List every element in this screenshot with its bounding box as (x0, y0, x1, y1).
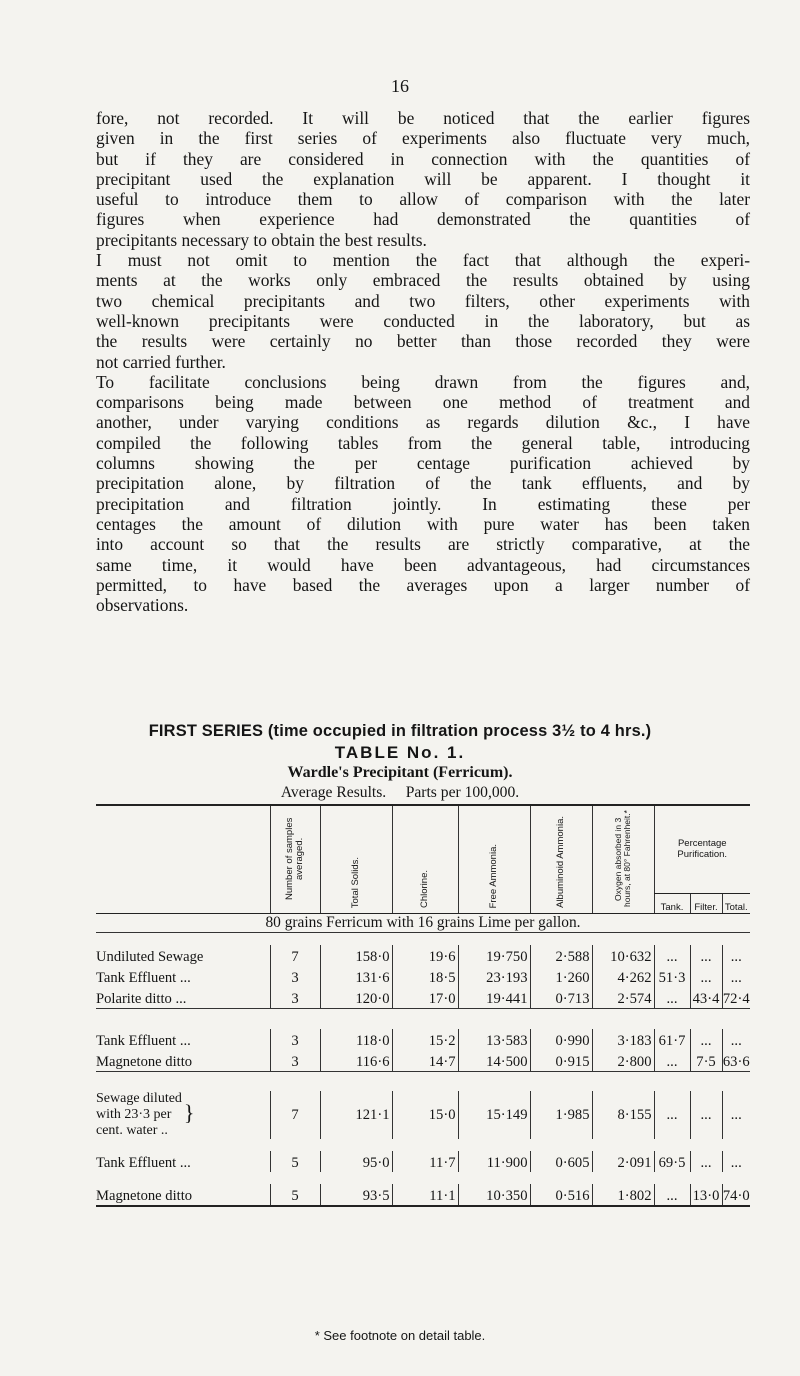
text-line: precipitant used the explanation will be apparent. I thought it (96, 168, 750, 189)
table-row: Magnetone ditto 3 116·6 14·7 14·500 0·915 2·800 ... 7·5 63·6 (96, 1050, 750, 1072)
text-line: same time, it would have been advantageous, had circumstances (96, 554, 750, 575)
table-number-heading: TABLE No. 1. (334, 743, 466, 762)
table-row: Tank Effluent ... 5 95·0 11·7 11·900 0·605 2·091 69·5 ... ... (96, 1151, 750, 1172)
series-heading: FIRST SERIES (time occupied in filtration process 3½ to 4 hrs.) (148, 722, 652, 740)
text-line: centages the amount of dilution with pure water has been taken (96, 513, 750, 534)
text-line: well-known precipitants were conducted in the laboratory, but as (96, 310, 750, 331)
precipitant-heading: Wardle's Precipitant (Ferricum). (287, 764, 513, 781)
label-header (96, 805, 270, 914)
text-line: precipitation alone, by filtration of the tank effluents, and by (96, 473, 750, 494)
results-table (96, 804, 750, 1207)
text-line: given in the first series of experiments also fluctuate very much, (96, 128, 750, 149)
page-number: 16 (391, 76, 409, 96)
text-line: not carried further. (96, 351, 226, 372)
footnote: * See footnote on detail table. (314, 1328, 486, 1343)
table-row: Polarite ditto ... 3 120·0 17·0 19·441 0·713 2·574 ... 43·4 72·4 (96, 987, 750, 1009)
units-heading: Average Results. Parts per 100,000. (280, 784, 520, 801)
text-line: two chemical precipitants and two filters, other experiments with (96, 290, 750, 311)
free-ammonia-header: Free Ammonia. (458, 805, 530, 914)
brace-icon: } (183, 1099, 195, 1125)
tank-header: Tank. (654, 893, 690, 913)
header-row (96, 805, 750, 893)
text-line: useful to introduce them to allow of comparison with the later (96, 189, 750, 210)
text-line: permitted, to have based the averages upon a larger number of (96, 574, 750, 595)
oxygen-header: Oxygen absorbed in 3 hours, at 80° Fahrenheit.* (592, 805, 654, 914)
table-row: Undiluted Sewage 7 158·0 19·6 19·750 2·588 10·632 ... ... ... (96, 945, 750, 966)
table-row: Sewage diluted with 23·3 per cent. water .. } 7 121·1 15·0 15·149 1·985 8·155 ... ... ... (96, 1091, 750, 1139)
text-line: another, under varying conditions as regards dilution &c., I have (96, 412, 750, 433)
text-line: observations. (96, 595, 189, 616)
text-line: columns showing the per centage purification achieved by (96, 453, 750, 474)
text-line: precipitants necessary to obtain the best results. (96, 229, 427, 250)
table-row: Tank Effluent ... 3 118·0 15·2 13·583 0·990 3·183 61·7 ... ... (96, 1029, 750, 1050)
table-row: Magnetone ditto 5 93·5 11·1 10·350 0·516 1·802 ... 13·0 74·0 (96, 1184, 750, 1206)
text-line: but if they are considered in connection with the quantities of (96, 148, 750, 169)
text-line: fore, not recorded. It will be noticed that the earlier figures (96, 108, 750, 128)
text-line: the results were certainly no better than those recorded they were (96, 331, 750, 352)
text-line: I must not omit to mention the fact that although the experi- (96, 250, 750, 271)
dose-note-row (96, 914, 750, 933)
samples-header: Number of samples averaged. (270, 805, 320, 914)
text-line: precipitation and filtration jointly. In estimating these per (96, 493, 750, 514)
percentage-header: Percentage Purification. (654, 805, 750, 893)
text-line: into account so that the results are strictly comparative, at the (96, 534, 750, 555)
solids-header: Total Solids. (320, 805, 392, 914)
table-row: Tank Effluent ... 3 131·6 18·5 23·193 1·260 4·262 51·3 ... ... (96, 966, 750, 987)
dose-note: 80 grains Ferricum with 16 grains Lime per gallon. (96, 914, 750, 933)
filter-header: Filter. (690, 893, 722, 913)
text-line: figures when experience had demonstrated the quantities of (96, 209, 750, 230)
text-line: comparisons being made between one method of treatment and (96, 392, 750, 413)
text-line: ments at the works only embraced the results obtained by using (96, 270, 750, 291)
body-text (96, 108, 750, 615)
text-line: To facilitate conclusions being drawn from the figures and, (96, 371, 750, 392)
text-line: compiled the following tables from the general table, introducing (96, 432, 750, 453)
chlorine-header: Chlorine. (392, 805, 458, 914)
albuminoid-header: Albuminoid Ammonia. (530, 805, 592, 914)
total-header: Total. (722, 893, 750, 913)
